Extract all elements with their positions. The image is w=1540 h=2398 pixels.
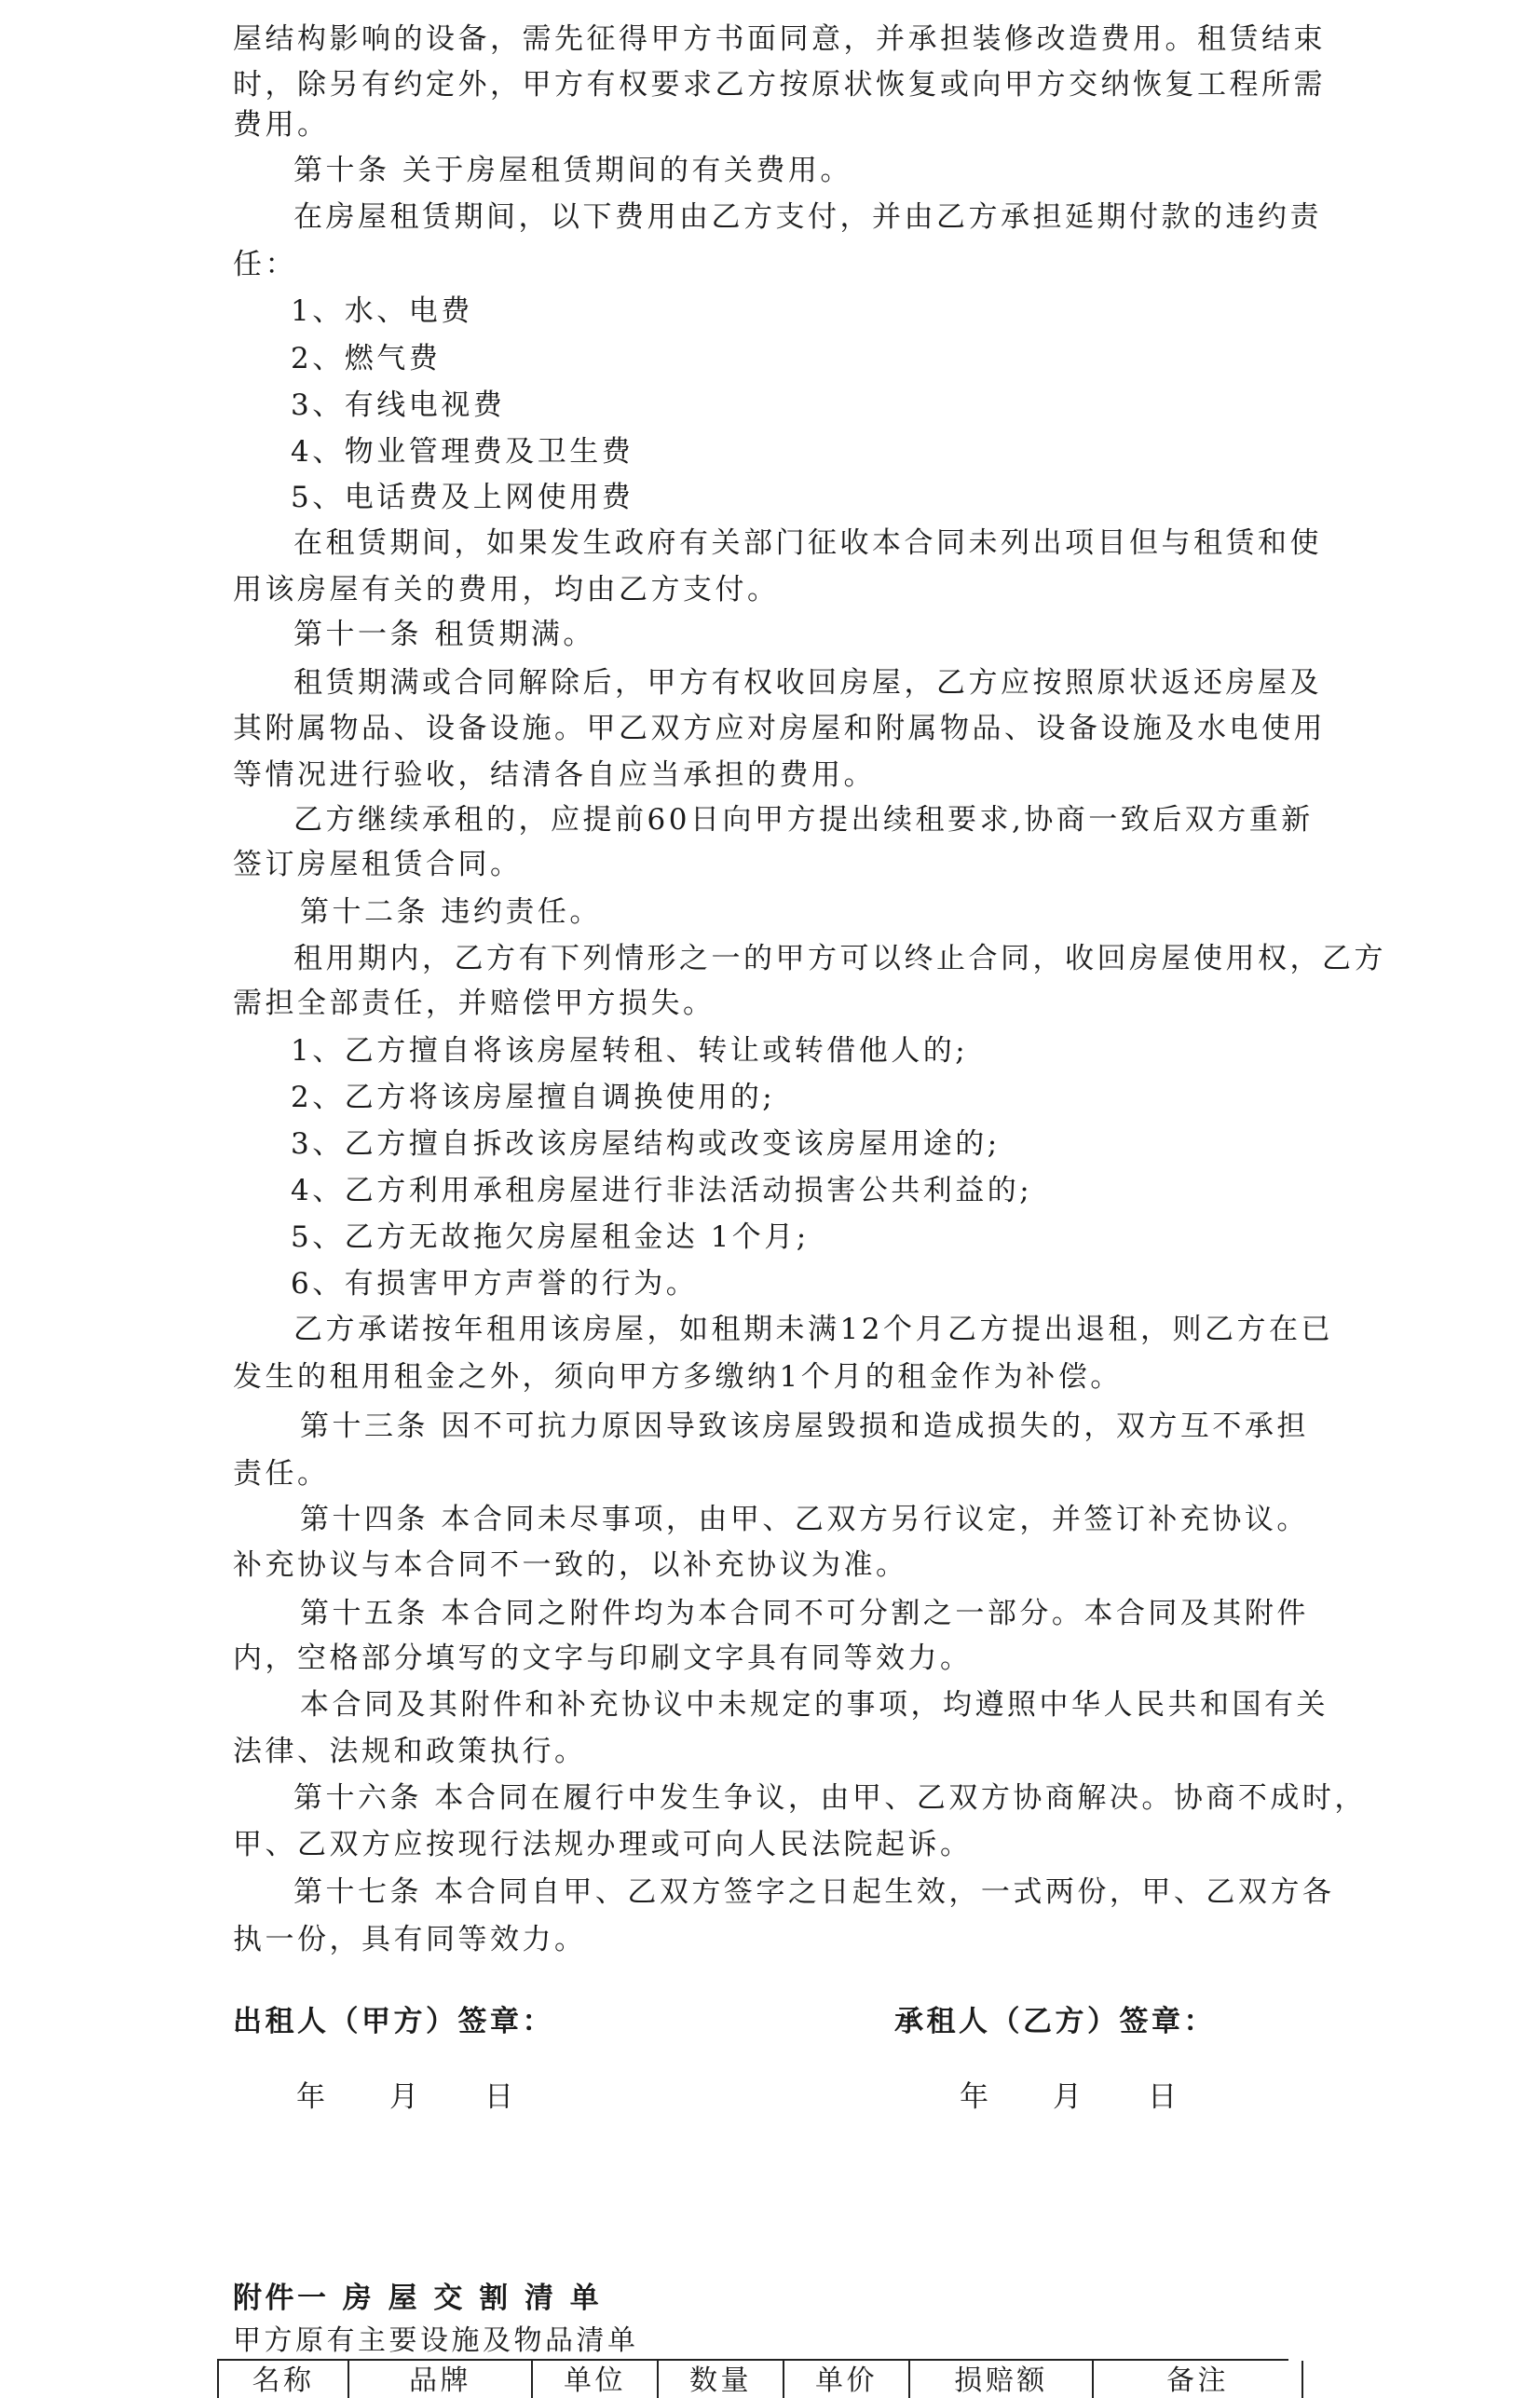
body-line: 1、水、电费 — [291, 294, 473, 328]
body-line: 乙方继续承租的，应提前60日向甲方提出续租要求,协商一致后双方重新 — [293, 803, 1314, 837]
body-line: 时，除另有约定外，甲方有权要求乙方按原状恢复或向甲方交纳恢复工程所需 — [233, 68, 1326, 102]
table-header-cell: 备注 — [1092, 2361, 1303, 2398]
body-line: 第十七条 本合同自甲、乙双方签字之日起生效，一式两份，甲、乙双方各 — [293, 1875, 1335, 1909]
body-line: 用该房屋有关的费用，均由乙方支付。 — [233, 573, 780, 606]
body-line: 第十一条 租赁期满。 — [293, 618, 595, 651]
body-line: 第十条 关于房屋租赁期间的有关费用。 — [293, 154, 852, 187]
body-line: 其附属物品、设备设施。甲乙双方应对房屋和附属物品、设备设施及水电使用 — [233, 712, 1326, 745]
body-line: 补充协议与本合同不一致的，以补充协议为准。 — [233, 1548, 908, 1582]
lessor-date-year: 年 — [296, 2080, 329, 2114]
body-line: 第十六条 本合同在履行中发生争议，由甲、乙双方协商解决。协商不成时， — [293, 1781, 1367, 1815]
body-line: 第十二条 违约责任。 — [300, 895, 602, 929]
body-line: 租赁期满或合同解除后，甲方有权收回房屋，乙方应按照原状返还房屋及 — [293, 666, 1322, 700]
lessee-date-year: 年 — [960, 2080, 992, 2114]
body-line: 费用。 — [233, 108, 330, 142]
body-line: 5、电话费及上网使用费 — [291, 481, 634, 514]
table-header-cell: 单价 — [783, 2361, 908, 2398]
body-line: 4、物业管理费及卫生费 — [291, 435, 634, 469]
body-line: 签订房屋租赁合同。 — [233, 848, 523, 881]
attachment-subtitle: 甲方原有主要设施及物品清单 — [233, 2324, 639, 2357]
body-line: 2、乙方将该房屋擅自调换使用的; — [291, 1081, 776, 1114]
body-line: 2、燃气费 — [291, 342, 442, 375]
body-line: 任： — [233, 248, 297, 281]
body-line: 乙方承诺按年租用该房屋，如租期未满12个月乙方提出退租，则乙方在已 — [293, 1313, 1333, 1346]
body-line: 4、乙方利用承租房屋进行非法活动损害公共利益的; — [291, 1174, 1033, 1207]
body-line: 本合同及其附件和补充协议中未规定的事项，均遵照中华人民共和国有关 — [300, 1688, 1329, 1722]
body-line: 第十五条 本合同之附件均为本合同不可分割之一部分。本合同及其附件 — [300, 1597, 1309, 1630]
body-line: 3、乙方擅自拆改该房屋结构或改变该房屋用途的; — [291, 1127, 1001, 1161]
table-header-cell: 数量 — [657, 2361, 783, 2398]
body-line: 在房屋租赁期间，以下费用由乙方支付，并由乙方承担延期付款的违约责 — [293, 200, 1322, 234]
body-line: 内，空格部分填写的文字与印刷文字具有同等效力。 — [233, 1642, 973, 1675]
lessee-signature-label: 承租人（乙方）签章： — [894, 2005, 1216, 2038]
handover-table-header — [217, 2359, 1288, 2398]
body-line: 3、有线电视费 — [291, 388, 506, 422]
attachment-title: 附件一 房 屋 交 割 清 单 — [233, 2282, 603, 2315]
table-header-cell: 品牌 — [348, 2361, 531, 2398]
body-line: 第十四条 本合同未尽事项，由甲、乙双方另行议定，并签订补充协议。 — [300, 1503, 1309, 1536]
body-line: 法律、法规和政策执行。 — [233, 1735, 587, 1768]
body-line: 屋结构影响的设备，需先征得甲方书面同意，并承担装修改造费用。租赁结束 — [233, 22, 1326, 56]
body-line: 6、有损害甲方声誉的行为。 — [291, 1267, 699, 1301]
body-line: 甲、乙双方应按现行法规办理或可向人民法院起诉。 — [233, 1828, 973, 1861]
body-line: 需担全部责任，并赔偿甲方损失。 — [233, 987, 715, 1020]
table-header-cell: 名称 — [217, 2361, 348, 2398]
body-line: 等情况进行验收，结清各自应当承担的费用。 — [233, 758, 876, 792]
table-header-cell: 单位 — [531, 2361, 657, 2398]
body-line: 执一份，具有同等效力。 — [233, 1923, 587, 1956]
body-line: 在租赁期间，如果发生政府有关部门征收本合同未列出项目但与租赁和使 — [293, 526, 1322, 560]
body-line: 发生的租用租金之外，须向甲方多缴纳1个月的租金作为补偿。 — [233, 1360, 1123, 1394]
body-line: 1、乙方擅自将该房屋转租、转让或转借他人的; — [291, 1034, 969, 1068]
body-line: 责任。 — [233, 1457, 330, 1491]
body-line: 第十三条 因不可抗力原因导致该房屋毁损和造成损失的，双方互不承担 — [300, 1410, 1309, 1443]
lessor-signature-label: 出租人（甲方）签章： — [233, 2005, 554, 2038]
lessee-date-month: 月 — [1053, 2080, 1085, 2114]
lessee-date-day: 日 — [1148, 2080, 1180, 2114]
lessor-date-month: 月 — [389, 2080, 422, 2114]
table-header-cell: 损赔额 — [908, 2361, 1092, 2398]
body-line: 租用期内，乙方有下列情形之一的甲方可以终止合同，收回房屋使用权，乙方 — [293, 942, 1386, 975]
body-line: 5、乙方无故拖欠房屋租金达 1个月; — [291, 1220, 810, 1254]
lessor-date-day: 日 — [484, 2080, 517, 2114]
